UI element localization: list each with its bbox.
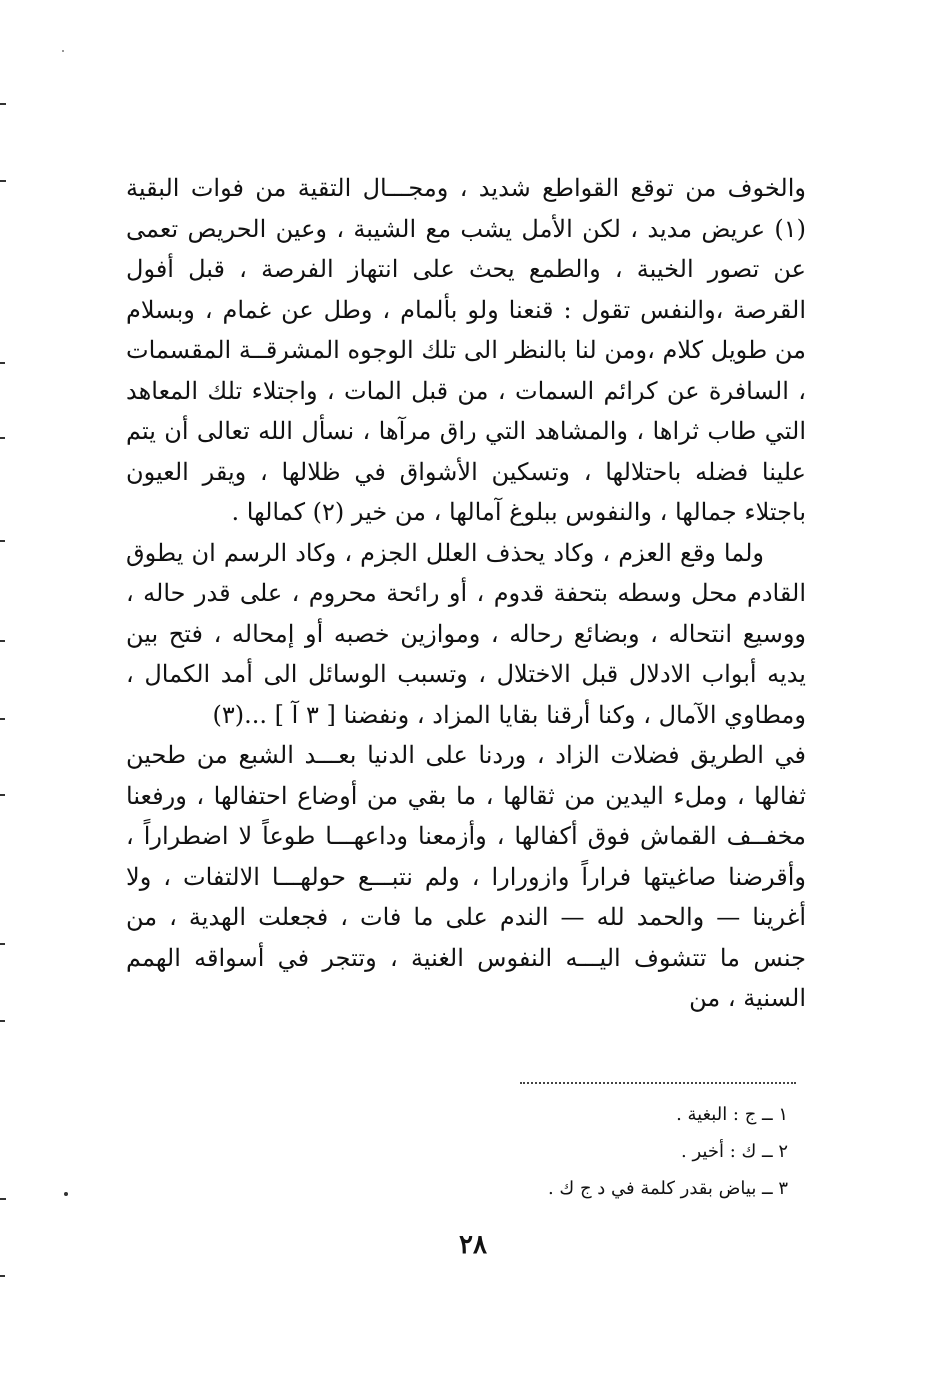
paragraph: ولما وقع العزم ، وكاد يحذف العلل الجزم ، وكاد الرسم ان يطوق القادم محل وسطه بتحفة قدوم ، أو رائحة محروم ، على قدر حاله ، ووسيع انتحاله ، وبضائع رحاله ، وموازين خصبه أو إمحاله ، فتح بين يديه أبواب الادلال قبل الاختلال ، وتسبب الوسائل الى أمد الكمال ، ومطاوي الآمال ، وكنا أرقنا بقايا المزاد ، ونفضنا [ ٣ آ ] ...(٣) <box>126 538 806 729</box>
margin-mark <box>0 437 5 439</box>
margin-mark <box>0 718 5 720</box>
margin-mark <box>0 180 6 182</box>
footnotes <box>400 1096 788 1207</box>
page-number: ٢٨ <box>459 1230 487 1260</box>
margin-mark <box>0 1198 6 1200</box>
margin-mark <box>0 640 5 642</box>
paragraph: في الطريق فضلات الزاد ، وردنا على الدنيا بعـــد الشبع من طحين ثفالها ، وملء اليدين من ثقالها ، ما بقي من أوضاع احتفالها ، ورفعنا مخفــف القماش فوق أكفالها ، وأزمعنا وداعهـــا طوعاً لا اضطراراً ، وأقرضنا صاغيتها فراراً وازورارا ، ولم نتبـــع حولهـــا الالتفات ، ولا أغرينا — والحمد لله — الندم على ما فات ، فجعلت الهدية ، من جنس ما تتشوف اليـــه النفوس الغنية ، وتتجر في أسواقه الهمم السنية ، من <box>126 741 806 1012</box>
margin-mark <box>0 943 5 945</box>
footnote: ٣ ــ بياض بقدر كلمة في د ج ك . <box>547 1178 788 1199</box>
footnote: ٢ ــ ك : أخير . <box>681 1141 788 1162</box>
margin-mark <box>0 1020 5 1022</box>
footnote-separator <box>520 1082 796 1084</box>
margin-mark <box>0 103 6 105</box>
margin-mark <box>0 362 5 364</box>
speck-mark <box>64 1192 68 1196</box>
margin-mark <box>0 540 5 542</box>
margin-mark <box>0 1275 5 1277</box>
main-text <box>126 168 806 1019</box>
footnote: ١ ــ ج : البغية . <box>676 1104 788 1125</box>
margin-mark <box>0 794 5 796</box>
speck-mark <box>62 50 64 52</box>
paragraph: والخوف من توقع القواطع شديد ، ومجـــال التقية من فوات البقية (١) عريض مديد ، لكن الأمل يشب مع الشيبة ، وعين الحريص تعمى عن تصور الخيبة ، والطمع يحث على انتهاز الفرصة ، قبل أفول القرصة ،والنفس تقول : قنعنا ولو بألمام ، وطل عن غمام ، وبسلام من طويل كلام ،ومن لنا بالنظر الى تلك الوجوه المشرقــة المقسمات ، السافرة عن كرائم السمات ، من قبل المات ، واجتلاء تلك المعاهد التي طاب ثراها ، والمشاهد التي راق مرآها ، نسأل الله تعالى أن يتم علينا فضله باحتلالها ، وتسكين الأشواق في ظلالها ، ويقر العيون باجتلاء جمالها ، والنفوس ببلوغ آمالها ، من خير (٢) كمالها . <box>126 174 806 526</box>
